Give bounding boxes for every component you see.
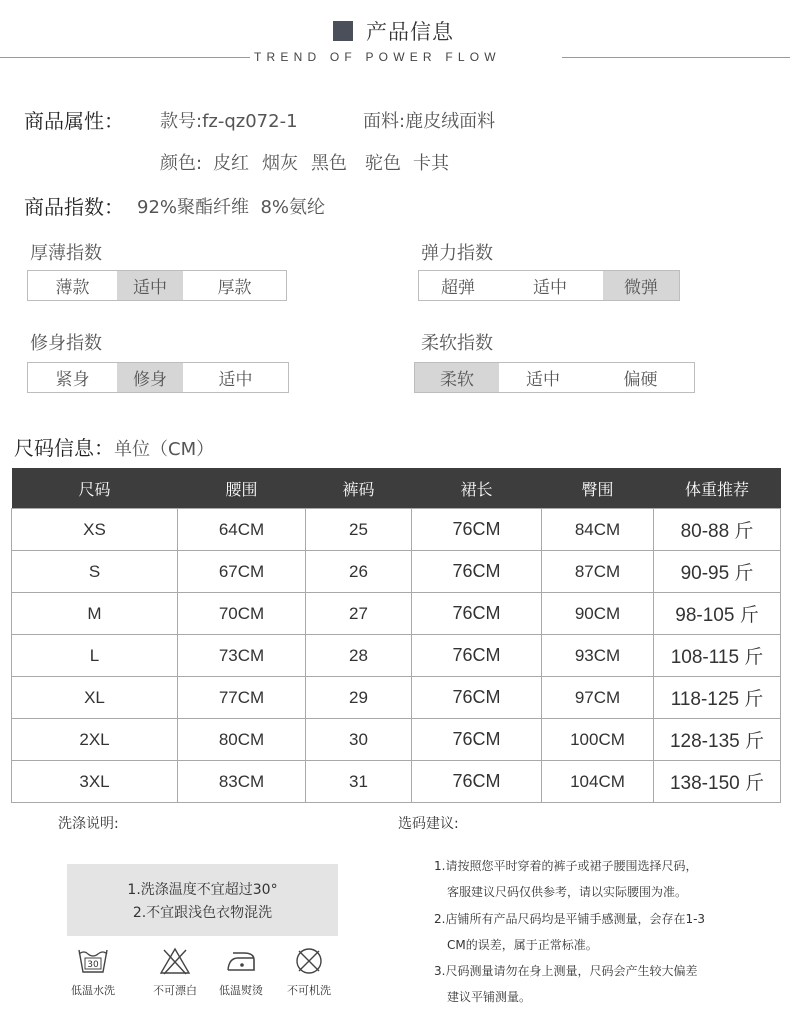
cell-waist: 77CM xyxy=(178,677,306,719)
cell-skirt-length: 76CM xyxy=(412,677,542,719)
thickness-option-thick: 厚款 xyxy=(217,278,252,298)
size-table xyxy=(11,468,781,803)
no-bleach-label: 不可漂白 xyxy=(153,984,197,997)
elasticity-index-bar xyxy=(418,270,680,301)
header-divider-right xyxy=(562,57,790,58)
elasticity-option-slight: 微弹 xyxy=(603,271,679,300)
fit-option-tight: 紧身 xyxy=(55,370,90,390)
cell-waist: 80CM xyxy=(178,719,306,761)
softness-option-hard: 偏硬 xyxy=(623,370,658,390)
cell-size: 3XL xyxy=(12,761,178,803)
no-machine-wash-icon xyxy=(292,946,326,976)
fit-option-regular: 适中 xyxy=(218,370,253,390)
low-iron-item xyxy=(206,946,276,998)
cell-hip: 104CM xyxy=(542,761,654,803)
cell-hip: 93CM xyxy=(542,635,654,677)
washing-line-1: 1.洗涤温度不宜超过30° xyxy=(127,882,278,898)
table-row xyxy=(12,719,781,761)
low-iron-label: 低温熨烫 xyxy=(219,984,263,997)
advice-line-5: 3.尺码测量请勿在身上测量，尺码会产生较大偏差 xyxy=(434,964,698,978)
composition-label: 商品指数： xyxy=(24,195,124,219)
cell-skirt-length: 76CM xyxy=(412,761,542,803)
cell-hip: 84CM xyxy=(542,509,654,551)
cell-waist: 83CM xyxy=(178,761,306,803)
advice-line-4: CM的误差，属于正常标准。 xyxy=(447,938,598,952)
table-row xyxy=(12,509,781,551)
page-title: 产品信息 xyxy=(366,20,454,44)
no-bleach-icon xyxy=(158,946,192,976)
fabric: 面料:鹿皮绒面料 xyxy=(363,111,496,132)
header-skirt-length: 裙长 xyxy=(412,468,542,509)
size-info-title xyxy=(14,432,214,461)
thickness-option-thin: 薄款 xyxy=(55,278,90,298)
cell-pant-size: 28 xyxy=(306,635,412,677)
header-weight: 体重推荐 xyxy=(654,468,781,509)
cell-hip: 97CM xyxy=(542,677,654,719)
cell-weight: 138-150 斤 xyxy=(654,761,781,803)
size-table-header xyxy=(12,468,781,509)
wash-30-badge: 30 xyxy=(87,960,99,970)
wash-30-icon xyxy=(76,946,110,976)
fit-option-slim: 修身 xyxy=(117,363,183,392)
color-2: 烟灰 xyxy=(262,153,298,174)
cell-weight: 90-95 斤 xyxy=(654,551,781,593)
fit-index-title: 修身指数 xyxy=(30,333,102,354)
colors-label: 颜色: xyxy=(160,153,203,174)
thickness-option-medium: 适中 xyxy=(117,271,183,300)
cell-size: XL xyxy=(12,677,178,719)
advice-line-2: 客服建议尺码仅供参考，请以实际腰围为准。 xyxy=(447,885,688,899)
washing-line-2: 2.不宜跟浅色衣物混洗 xyxy=(132,905,273,921)
table-row xyxy=(12,635,781,677)
cell-weight: 80-88 斤 xyxy=(654,509,781,551)
cell-skirt-length: 76CM xyxy=(412,719,542,761)
cell-size: XS xyxy=(12,509,178,551)
table-row xyxy=(12,593,781,635)
cell-skirt-length: 76CM xyxy=(412,551,542,593)
softness-index-bar xyxy=(414,362,695,393)
header-waist: 腰围 xyxy=(178,468,306,509)
cell-skirt-length: 76CM xyxy=(412,635,542,677)
washing-box xyxy=(67,864,338,936)
wash-30-item xyxy=(58,946,128,998)
cell-size: L xyxy=(12,635,178,677)
cell-hip: 90CM xyxy=(542,593,654,635)
header-size: 尺码 xyxy=(12,468,178,509)
elasticity-option-medium: 适中 xyxy=(533,278,567,298)
cell-pant-size: 30 xyxy=(306,719,412,761)
thickness-index-title: 厚薄指数 xyxy=(30,243,102,264)
color-3: 黑色 xyxy=(311,153,347,174)
cell-pant-size: 31 xyxy=(306,761,412,803)
cell-pant-size: 25 xyxy=(306,509,412,551)
color-4: 驼色 xyxy=(365,153,401,174)
color-5: 卡其 xyxy=(413,153,449,174)
cell-weight: 108-115 斤 xyxy=(654,635,781,677)
no-bleach-item xyxy=(140,946,210,998)
cell-weight: 118-125 斤 xyxy=(654,677,781,719)
thickness-index-bar xyxy=(27,270,287,301)
cell-hip: 87CM xyxy=(542,551,654,593)
table-row xyxy=(12,677,781,719)
header-square-icon xyxy=(333,21,353,41)
fit-index-bar xyxy=(27,362,289,393)
header-pant-size: 裤码 xyxy=(306,468,412,509)
color-1: 皮红 xyxy=(213,153,249,174)
softness-option-medium: 适中 xyxy=(526,370,560,390)
size-info-unit: 单位（CM） xyxy=(114,439,215,460)
cell-size: M xyxy=(12,593,178,635)
attributes-label: 商品属性： xyxy=(24,109,124,133)
advice-line-6: 建议平铺测量。 xyxy=(447,990,532,1004)
cell-waist: 73CM xyxy=(178,635,306,677)
no-machine-wash-item xyxy=(274,946,344,998)
low-iron-icon xyxy=(224,946,258,976)
elasticity-index-title: 弹力指数 xyxy=(421,243,493,264)
softness-index-title: 柔软指数 xyxy=(421,333,493,354)
cell-weight: 98-105 斤 xyxy=(654,593,781,635)
table-row xyxy=(12,761,781,803)
header-hip: 臀围 xyxy=(542,468,654,509)
elasticity-option-super: 超弹 xyxy=(441,278,475,298)
page-subtitle: TREND OF POWER FLOW xyxy=(254,50,501,64)
composition-value: 92%聚酯纤维 8%氨纶 xyxy=(137,197,326,218)
header-divider-left xyxy=(0,57,250,58)
no-machine-wash-label: 不可机洗 xyxy=(287,984,331,997)
washing-title: 洗涤说明: xyxy=(58,816,119,832)
advice-line-3: 2.店铺所有产品尺码均是平铺手感测量，会存在1-3 xyxy=(434,912,706,926)
cell-pant-size: 29 xyxy=(306,677,412,719)
cell-waist: 67CM xyxy=(178,551,306,593)
size-advice-title: 选码建议: xyxy=(398,816,459,832)
cell-skirt-length: 76CM xyxy=(412,509,542,551)
cell-pant-size: 27 xyxy=(306,593,412,635)
advice-line-1: 1.请按照您平时穿着的裤子或裙子腰围选择尺码， xyxy=(434,859,698,873)
table-row xyxy=(12,551,781,593)
cell-waist: 64CM xyxy=(178,509,306,551)
cell-skirt-length: 76CM xyxy=(412,593,542,635)
cell-pant-size: 26 xyxy=(306,551,412,593)
wash-30-label: 低温水洗 xyxy=(71,984,115,997)
cell-waist: 70CM xyxy=(178,593,306,635)
size-info-label: 尺码信息： xyxy=(14,436,114,460)
cell-hip: 100CM xyxy=(542,719,654,761)
cell-size: 2XL xyxy=(12,719,178,761)
softness-option-soft: 柔软 xyxy=(415,363,499,392)
cell-size: S xyxy=(12,551,178,593)
cell-weight: 128-135 斤 xyxy=(654,719,781,761)
style-number: 款号:fz-qz072-1 xyxy=(160,111,298,132)
